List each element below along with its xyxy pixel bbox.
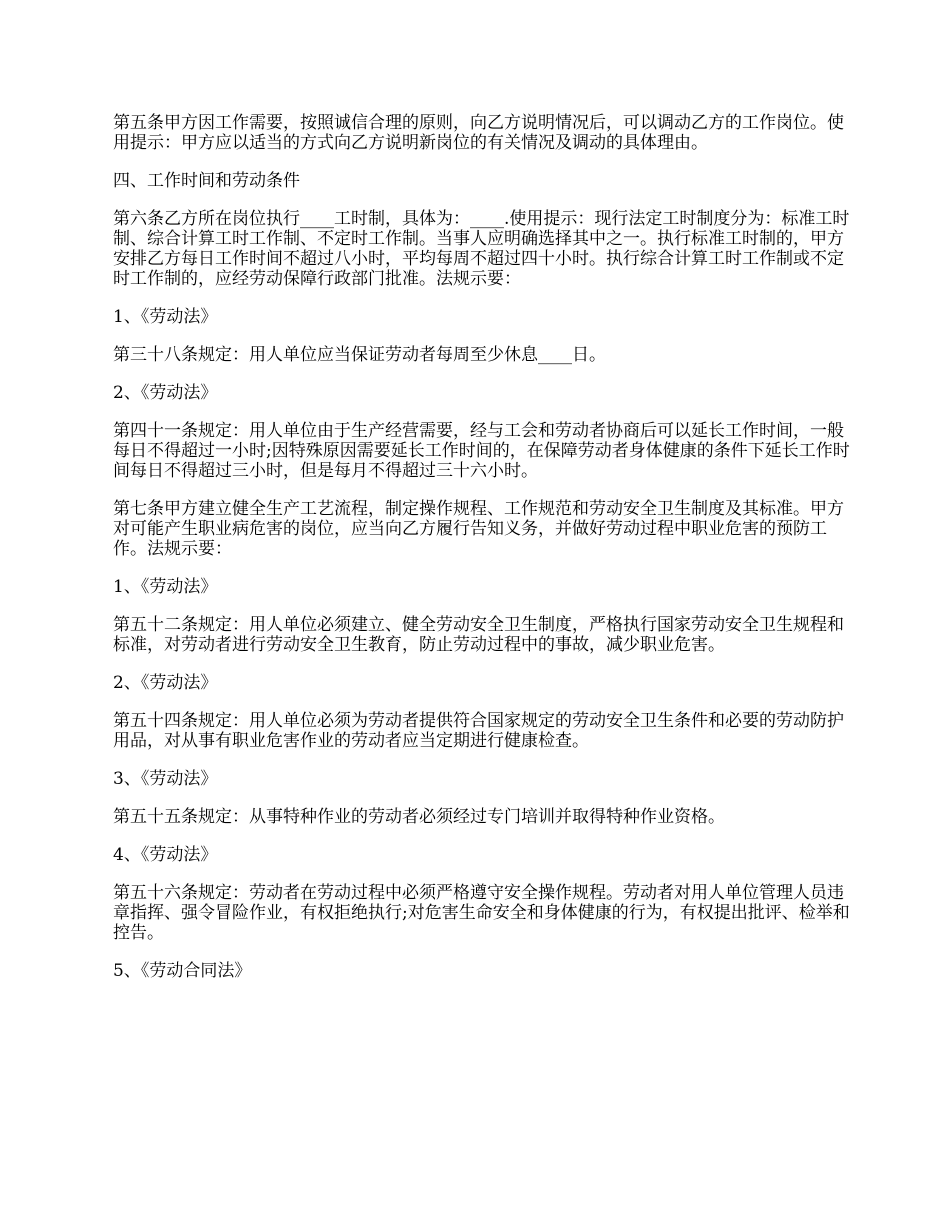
law-reference-1: 1、《劳动法》 [113, 577, 218, 597]
section-heading-working-hours: 四、工作时间和劳动条件 [113, 171, 300, 191]
law-reference-1: 1、《劳动法》 [113, 307, 218, 327]
paragraph-article-54: 第五十四条规定：用人单位必须为劳动者提供符合国家规定的劳动安全卫生条件和必要的劳动防护用品，对从事有职业危害作业的劳动者应当定期进行健康检查。 [113, 711, 844, 751]
law-reference-3: 3、《劳动法》 [113, 769, 218, 789]
law-reference-2: 2、《劳动法》 [113, 673, 218, 693]
paragraph-article-6: 第六条乙方所在岗位执行____工时制，具体为：____.使用提示：现行法定工时制度分为：标准工时制、综合计算工时工作制、不定时工作制。当事人应明确选择其中之一。执行标准工时制的，甲方安排乙方每日工作时间不超过八小时，平均每周不超过四十小时。执行综合计算工时工作制或不定时工作制的，应经劳动保障行政部门批准。法规示要： [113, 209, 850, 289]
law-reference-4: 4、《劳动法》 [113, 845, 218, 865]
paragraph-article-38: 第三十八条规定：用人单位应当保证劳动者每周至少休息____日。 [113, 345, 606, 365]
paragraph-article-7: 第七条甲方建立健全生产工艺流程，制定操作规程、工作规范和劳动安全卫生制度及其标准。甲方对可能产生职业病危害的岗位，应当向乙方履行告知义务，并做好劳动过程中职业危害的预防工作。法规示要： [113, 499, 844, 559]
paragraph-article-56: 第五十六条规定：劳动者在劳动过程中必须严格遵守安全操作规程。劳动者对用人单位管理人员违章指挥、强令冒险作业，有权拒绝执行;对危害生命安全和身体健康的行为，有权提出批评、检举和控告。 [113, 883, 850, 943]
law-reference-2: 2、《劳动法》 [113, 383, 218, 403]
paragraph-article-55: 第五十五条规定：从事特种作业的劳动者必须经过专门培训并取得特种作业资格。 [113, 807, 725, 827]
paragraph-article-41: 第四十一条规定：用人单位由于生产经营需要，经与工会和劳动者协商后可以延长工作时间，一般每日不得超过一小时;因特殊原因需要延长工作时间的，在保障劳动者身体健康的条件下延长工作时间每日不得超过三小时，但是每月不得超过三十六小时。 [113, 421, 850, 481]
paragraph-article-52: 第五十二条规定：用人单位必须建立、健全劳动安全卫生制度，严格执行国家劳动安全卫生规程和标准，对劳动者进行劳动安全卫生教育，防止劳动过程中的事故，减少职业危害。 [113, 615, 844, 655]
paragraph-article-5: 第五条甲方因工作需要，按照诚信合理的原则，向乙方说明情况后，可以调动乙方的工作岗位。使用提示：甲方应以适当的方式向乙方说明新岗位的有关情况及调动的具体理由。 [113, 113, 844, 153]
document-page [113, 113, 853, 999]
law-reference-5: 5、《劳动合同法》 [113, 961, 252, 981]
